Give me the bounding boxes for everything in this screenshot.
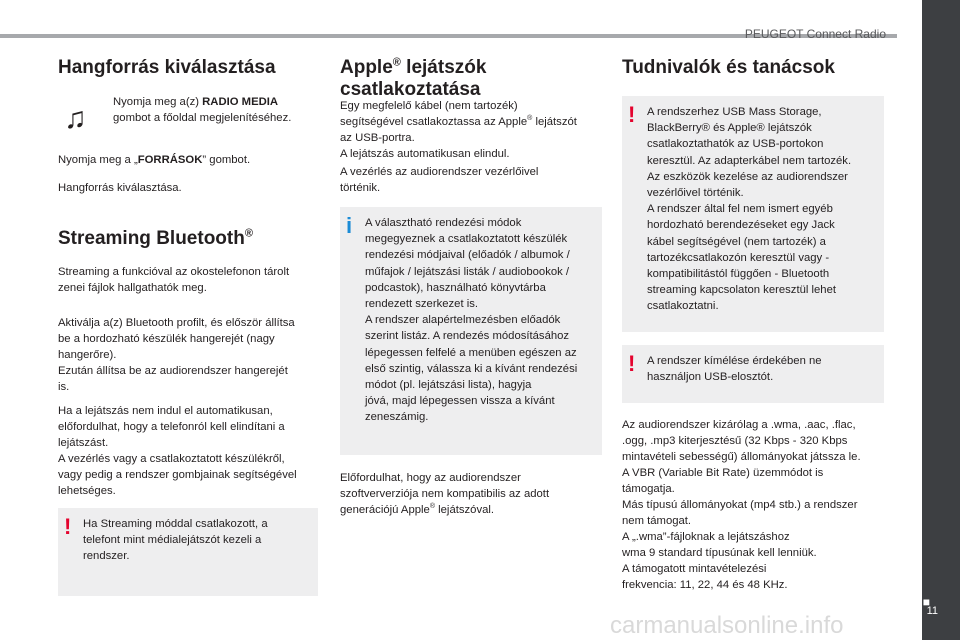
section-title-tips: Tudnivalók és tanácsok: [622, 57, 835, 78]
text-line: frekvencia: 11, 22, 44 és 48 KHz.: [622, 579, 788, 591]
text-line: műfajok / lejátszási listák / audiobookok /: [365, 265, 570, 278]
text-line: támogatja.: [622, 483, 675, 495]
text-line: hordozható berendezéseket egy Jack: [647, 219, 835, 232]
watermark: carmanualsonline.info: [610, 612, 844, 639]
text-line: vezérlőivel történik.: [647, 187, 744, 200]
section-title-bluetooth: Streaming Bluetooth®: [58, 227, 253, 249]
warning-icon: !: [628, 351, 636, 376]
text-line: Az audiorendszer kizárólag a .wma, .aac, .flac,: [622, 419, 856, 431]
text-line: tartozékcsatlakozón keresztül vagy -: [647, 251, 830, 264]
apple-paragraph-3: Előfordulhat, hogy az audiorendszer szoftververziója nem kompatibilis az adott generációjú Apple® lejátszóval.: [340, 472, 550, 516]
text-line: streaming kapcsolaton keresztül lehet: [647, 284, 837, 297]
warning-box-usb: [622, 96, 884, 332]
page-number: 11: [926, 605, 938, 617]
bt-paragraph-3: Ha a lejátszás nem indul el automatikusan, előfordulhat, hogy a telefonról kell elindítani a lejátszást. A vezérlés vagy a csatlakoztatott készülékről, vagy pedig a rendszer gombjainak segítségével lehetséges.: [58, 405, 297, 497]
text-line: megegyeznek a csatlakoztatott készülék: [365, 233, 568, 246]
text-line: .ogg, .mp3 kiterjesztésű (32 Kbps - 320 Kbps: [622, 435, 848, 447]
text-line: A rendszer alapértelmezésben előadók: [365, 314, 561, 327]
page-sidebar: [922, 0, 960, 640]
text-line: szerint listáz. A rendezés módosításához: [365, 330, 570, 343]
text-line: BlackBerry® és Apple® lejátszók: [647, 122, 812, 135]
text-line: Más típusú állományokat (mp4 stb.) a rendszer: [622, 499, 858, 511]
text-line: podcastok), használható könyvtárba: [365, 281, 546, 294]
formats-paragraph: [622, 417, 887, 593]
text-line: Az eszközök kezelése az audiorendszer: [647, 170, 848, 183]
warning-icon: !: [64, 514, 72, 539]
press-sources: Nyomja meg a „FORRÁSOK” gombot.: [58, 154, 251, 166]
apple-paragraph-1: Egy megfelelő kábel (nem tartozék) segítségével csatlakoztassa az Apple® lejátszót az USB-portra. A lejátszás automatikusan elindul.: [340, 100, 577, 160]
text-line: csatlakoztatni.: [647, 300, 719, 313]
text-line: jóvá, majd lépegessen vissza a kívánt: [365, 395, 555, 408]
text-line: kábel segítségével (nem tartozék) a: [647, 235, 826, 248]
warning-icon: !: [628, 102, 636, 127]
text-line: rendezési módjaival (előadók / albumok /: [365, 249, 570, 262]
text-line: A választható rendezési módok: [365, 217, 522, 229]
page-marker: ■: [922, 595, 930, 609]
text-line: A rendszer által fel nem ismert egyéb: [647, 203, 833, 216]
warning-box-hub: [622, 345, 884, 403]
text-line: lépegessen felfelé a menüben egészen az: [365, 346, 577, 359]
text-line: módot (pl. lejátszási lista), hagyja: [365, 379, 532, 392]
text-line: mintavételi sebességű) állományokat játssza le.: [622, 451, 861, 463]
info-box-sorting: [340, 207, 602, 455]
music-note-icon: ♫: [64, 102, 87, 135]
text-line: A támogatott mintavételezési: [622, 563, 767, 575]
select-source: Hangforrás kiválasztása.: [58, 182, 182, 194]
text-line: A rendszerhez USB Mass Storage,: [647, 106, 822, 118]
bt-paragraph-1: Streaming a funkcióval az okostelefonon tárolt zenei fájlok hallgathatók meg.: [58, 266, 290, 294]
text-line: keresztül. Az adapterkábel nem tartozék.: [647, 154, 852, 167]
section-title-source: Hangforrás kiválasztása: [58, 57, 276, 78]
text-line: wma 9 standard típusúnak kell lenniük.: [622, 547, 817, 559]
text-line: nem támogat.: [622, 515, 692, 527]
text-line: A VBR (Variable Bit Rate) üzemmódot is: [622, 467, 824, 479]
brand-label: PEUGEOT Connect Radio: [744, 27, 886, 41]
section-title-apple: Apple® lejátszók csatlakoztatása: [340, 56, 487, 100]
warning-text: Ha Streaming móddal csatlakozott, a telefont mint médialejátszót kezeli a rendszer.: [83, 518, 268, 563]
text-line: kompatibilitástól függően - Bluetooth: [647, 268, 830, 281]
warning-box-streaming: [58, 508, 318, 596]
text-line: csatlakoztathatók az USB-portokon: [647, 138, 824, 151]
press-radio-media: Nyomja meg a(z) RADIO MEDIA gombot a főoldal megjelenítéséhez.: [113, 96, 292, 124]
text-line: A „.wma”-fájloknak a lejátszáshoz: [622, 531, 790, 543]
text-line: első szintig, válassza ki a kívánt rendezési: [365, 362, 578, 375]
bt-paragraph-2: Aktiválja a(z) Bluetooth profilt, és először állítsa be a hordozható készülék hangerejét (nagy hangerőre). Ezután állítsa be az audiorendszer hangerejét is.: [58, 317, 295, 393]
info-text: [365, 215, 592, 426]
apple-paragraph-2: A vezérlés az audiorendszer vezérlőivel történik.: [340, 166, 539, 194]
warning-text: A rendszer kímélése érdekében ne használjon USB-elosztót.: [647, 355, 822, 384]
text-line: zeneszámig.: [365, 411, 429, 424]
warning-text: [647, 104, 874, 315]
text-line: rendezett szerkezet is.: [365, 298, 479, 311]
info-icon: i: [346, 213, 353, 238]
